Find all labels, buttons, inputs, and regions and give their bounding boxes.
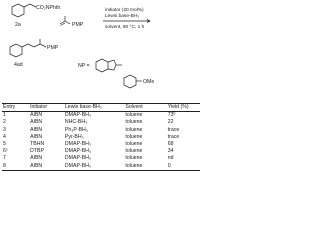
cell-solvent: toluene <box>125 141 143 148</box>
product-label: 4ad <box>14 62 23 68</box>
cell-yield: trace <box>167 133 180 140</box>
cell-lewis-base: DMAP-BH₃ <box>64 162 91 169</box>
cell-entry: 1 <box>3 112 6 119</box>
cell-lewis-base: Pyr-BH₃ <box>64 133 84 140</box>
cell-initiator: DTBP <box>30 148 44 155</box>
cell-yield: 34 <box>167 148 174 155</box>
cell-lewis-base: DMAP-BH₃ <box>64 155 91 162</box>
cell-yield: nd <box>167 155 174 162</box>
cell-yield: 22 <box>167 119 174 126</box>
condition-line-3: solvent, 80 °C, 1 h <box>105 25 145 30</box>
cell-lewis-base: NHC-BH₃ <box>64 119 88 126</box>
cell-solvent: toluene <box>125 126 143 133</box>
table-row <box>2 112 200 120</box>
cell-solvent: toluene <box>125 148 143 155</box>
cell-entry: 5 <box>3 141 6 148</box>
condition-line-2: Lewis base-BH₃ <box>105 14 140 19</box>
cell-solvent: toluene <box>125 112 143 119</box>
cell-yield: 73ᵇ <box>167 112 176 119</box>
cell-initiator: AIBN <box>30 126 43 133</box>
cyclohexane-ring <box>12 4 24 17</box>
condition-line-1: initiator (20 mol%) <box>105 8 144 13</box>
product-group: PMP <box>47 45 59 51</box>
cell-lewis-base: DMAP-BH₃ <box>64 141 91 148</box>
header-lewis-base: Lewis base-BH₃ <box>64 104 102 110</box>
table-header <box>2 104 200 112</box>
reaction-scheme <box>0 0 202 102</box>
cell-entry: 8 <box>3 162 6 169</box>
table-row <box>2 141 200 148</box>
np-definition-suffix: OMe <box>143 79 155 85</box>
cell-entry: 6ᶜ <box>3 148 8 155</box>
cell-yield: 68 <box>167 141 174 148</box>
cell-solvent: toluene <box>125 133 143 140</box>
cell-lewis-base: DMAP-BH₃ <box>64 112 91 119</box>
cell-entry: 7 <box>3 155 6 162</box>
np-definition-prefix: NP = <box>78 63 90 69</box>
cell-solvent: toluene <box>125 155 143 162</box>
cell-solvent: toluene <box>125 119 143 126</box>
reactant-2-group: PMP <box>72 22 84 28</box>
header-initiator: Initiator <box>30 104 48 110</box>
cell-yield: 0 <box>167 162 171 169</box>
cell-yield: trace <box>167 126 180 133</box>
table-row <box>2 155 200 162</box>
table-row <box>2 119 200 126</box>
cell-initiator: AIBN <box>30 112 43 119</box>
reactant-1-group: CO₂NPhth <box>36 5 61 11</box>
header-yield: Yield (%) <box>167 104 189 110</box>
cell-entry: 4 <box>3 133 6 140</box>
screening-table <box>2 103 200 171</box>
header-solvent: Solvent <box>125 104 143 110</box>
cell-initiator: AIBN <box>30 133 43 140</box>
header-entry: Entry <box>3 104 16 110</box>
table-body <box>2 112 200 171</box>
cell-initiator: TBHN <box>30 141 45 148</box>
table-row <box>2 134 200 141</box>
table-header-row <box>2 104 200 112</box>
phthalimide-ring <box>96 59 108 72</box>
cell-entry: 2 <box>3 119 6 126</box>
cell-lewis-base: Ph₃P-BH₃ <box>64 126 88 133</box>
table-row <box>2 163 200 171</box>
cell-initiator: AIBN <box>30 162 43 169</box>
aryl-ring <box>124 75 136 88</box>
cell-initiator: AIBN <box>30 155 43 162</box>
cell-entry: 3 <box>3 126 6 133</box>
cell-lewis-base: DMAP-BH₃ <box>64 148 91 155</box>
cell-initiator: AIBN <box>30 119 43 126</box>
table-row <box>2 127 200 134</box>
product-ring <box>10 44 22 57</box>
reactant-1-label: 2a <box>15 22 21 28</box>
cell-solvent: toluene <box>125 162 143 169</box>
table-row <box>2 148 200 155</box>
